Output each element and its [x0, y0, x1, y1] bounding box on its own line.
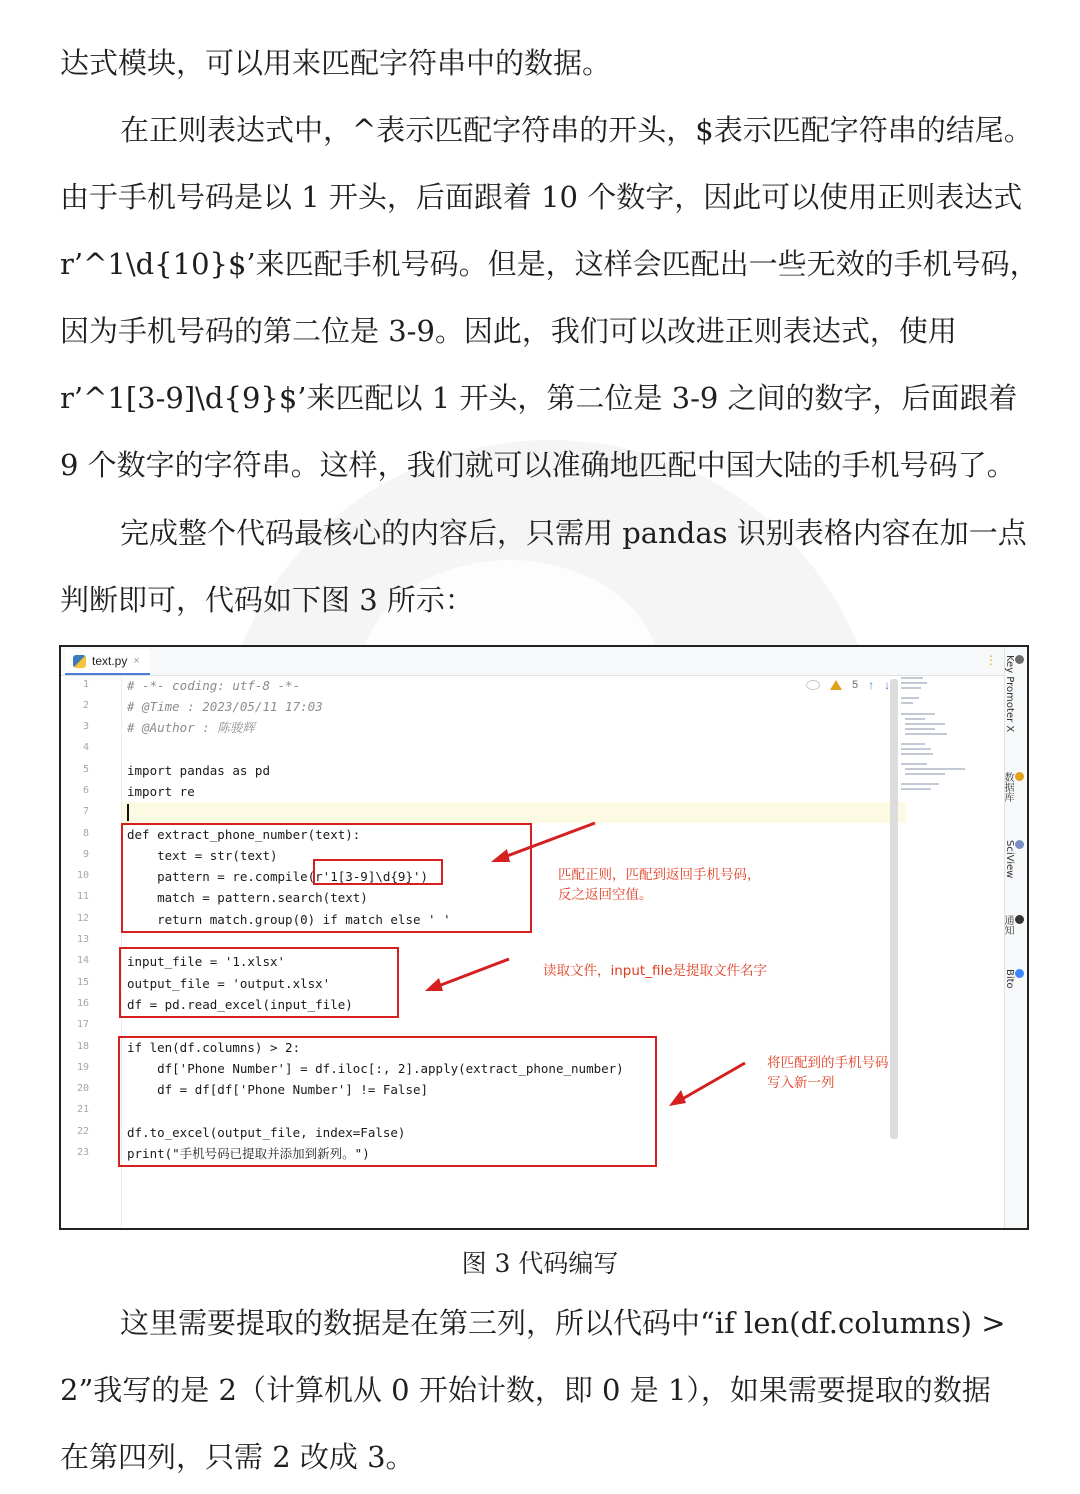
- line-number: 18: [76, 1041, 89, 1052]
- line-number: 17: [76, 1019, 89, 1030]
- highlight-box-apply: [118, 1036, 657, 1167]
- line-number: 1: [82, 679, 89, 690]
- inspection-widget[interactable]: [806, 678, 890, 692]
- line-number: 21: [76, 1104, 89, 1115]
- annotation-regex: [558, 865, 761, 905]
- code-line: input_file = '1.xlsx': [127, 954, 286, 969]
- code-line: text = str(text): [127, 848, 278, 863]
- annotation-line: 反之返回空值。: [558, 887, 653, 903]
- annotation-read-file: [543, 961, 767, 981]
- previous-highlight-icon[interactable]: ↑: [868, 678, 875, 692]
- close-icon[interactable]: ×: [133, 655, 140, 667]
- text-line: 2”我写的是 2（计算机从 0 开始计数，即 0 是 1），如果需要提取的数据: [60, 1373, 991, 1407]
- tab-label: text.py: [92, 654, 128, 668]
- code-line: # -*- coding: utf-8 -*-: [127, 678, 301, 693]
- line-number: 8: [82, 828, 89, 839]
- annotation-line: 匹配正则，匹配到返回手机号码，: [558, 867, 761, 883]
- code-line: print("手机号码已提取并添加到新列。"): [127, 1146, 370, 1161]
- tool-key-promoter[interactable]: [1004, 655, 1024, 733]
- code-line: match = pattern.search(text): [127, 890, 368, 905]
- arrow-icon: [425, 955, 515, 995]
- text-line: 由于手机号码是以 1 开头，后面跟着 10 个数字，因此可以使用正则表达式: [60, 180, 1023, 214]
- code-line: def extract_phone_number(text):: [127, 827, 361, 842]
- figure-caption: 图 3 代码编写: [461, 1249, 619, 1278]
- more-options-icon[interactable]: ⋮: [985, 653, 997, 667]
- line-number: 7: [82, 806, 89, 817]
- bito-icon: [1015, 969, 1024, 978]
- text-line: 9 个数字的字符串。这样，我们就可以准确地匹配中国大陆的手机号码了。: [60, 448, 1016, 482]
- tool-sciview[interactable]: [1004, 840, 1024, 879]
- line-number: 3: [82, 721, 89, 732]
- arrow-icon: [491, 817, 601, 867]
- next-highlight-icon[interactable]: ↓: [884, 678, 891, 692]
- code-line: df = df[df['Phone Number'] != False]: [127, 1082, 429, 1097]
- text-line: r’^1[3-9]\d{9}$’来匹配以 1 开头，第二位是 3-9 之间的数字，后面跟着: [60, 381, 1018, 415]
- highlight-box-read-file: [119, 947, 399, 1018]
- text-line: 这里需要提取的数据是在第三列，所以代码中“if len(df.columns) >: [120, 1306, 1006, 1340]
- code-line: return match.group(0) if match else ' ': [127, 912, 451, 927]
- text-line: 因为手机号码的第二位是 3-9。因此，我们可以改进正则表达式，使用: [60, 314, 957, 348]
- text-line: r’^1\d{10}$’来匹配手机号码。但是，这样会匹配出一些无效的手机号码，: [60, 247, 1039, 281]
- code-minimap[interactable]: [897, 677, 967, 1147]
- line-number: 4: [82, 742, 89, 753]
- line-number: 14: [76, 955, 89, 966]
- code-line: # @Time : 2023/05/11 17:03: [127, 699, 323, 714]
- bell-icon: [1015, 915, 1024, 924]
- paragraph-2: [60, 97, 1039, 499]
- code-line: if len(df.columns) > 2:: [127, 1040, 301, 1055]
- reader-mode-icon[interactable]: [806, 680, 820, 690]
- tool-label: 数据库: [1002, 772, 1013, 802]
- annotation-line: 读取文件，input_file是提取文件名字: [543, 963, 768, 979]
- warning-icon: [830, 680, 842, 690]
- paragraph-4: [60, 1290, 1025, 1491]
- sciview-icon: [1015, 840, 1024, 849]
- paragraph-3: [60, 500, 1025, 634]
- tool-notifications[interactable]: [1002, 915, 1024, 935]
- tool-bito[interactable]: [1004, 969, 1024, 989]
- python-file-icon: [73, 655, 86, 668]
- line-number: 13: [76, 934, 89, 945]
- line-number: 5: [82, 764, 89, 775]
- highlight-box-regex: [313, 859, 443, 885]
- line-number: 10: [76, 870, 89, 881]
- text-line: 达式模块，可以用来匹配字符串中的数据。: [60, 46, 612, 80]
- editor-tab-bar: [61, 647, 1027, 676]
- code-line: df.to_excel(output_file, index=False): [127, 1125, 406, 1140]
- line-number: 6: [82, 785, 89, 796]
- code-line: import pandas as pd: [127, 763, 270, 778]
- database-icon: [1015, 772, 1024, 781]
- line-number: 2: [82, 700, 89, 711]
- line-number: 20: [76, 1083, 89, 1094]
- code-line: df['Phone Number'] = df.iloc[:, 2].apply(extract_phone_number): [127, 1061, 624, 1076]
- line-number: 16: [76, 998, 89, 1009]
- arrow-icon: [669, 1059, 749, 1109]
- text-line: 判断即可，代码如下图 3 所示：: [60, 583, 474, 617]
- tool-label: SciView: [1004, 840, 1015, 879]
- text-line: 完成整个代码最核心的内容后，只需用 pandas 识别表格内容在加一点: [120, 516, 1027, 550]
- paragraph-1: [60, 30, 1025, 97]
- tool-label: Bito: [1004, 969, 1015, 989]
- line-number: 23: [76, 1147, 89, 1158]
- key-promoter-icon: [1015, 655, 1024, 664]
- code-line: # @Author : 陈骏辉: [127, 720, 255, 735]
- tool-label: Key Promoter X: [1004, 655, 1015, 733]
- line-number-gutter: [61, 676, 122, 1228]
- line-number: 12: [76, 913, 89, 924]
- annotation-new-column: [767, 1053, 889, 1093]
- tool-label: 通知: [1002, 915, 1013, 935]
- annotation-line: 写入新一列: [767, 1075, 835, 1091]
- code-line: output_file = 'output.xlsx': [127, 976, 331, 991]
- code-line: pattern = re.compile(r'1[3-9]\d{9}'): [127, 869, 429, 884]
- code-line: import re: [127, 784, 195, 799]
- code-line: df = pd.read_excel(input_file): [127, 997, 353, 1012]
- text-line: 在正则表达式中，^表示匹配字符串的开头，$表示匹配字符串的结尾。: [120, 113, 1033, 147]
- right-tool-window-bar: [1004, 647, 1027, 1228]
- annotation-line: 将匹配到的手机号码: [767, 1055, 889, 1071]
- line-number: 22: [76, 1126, 89, 1137]
- line-number: 15: [76, 977, 89, 988]
- line-number: 11: [76, 891, 89, 902]
- tab-text-py[interactable]: [65, 649, 150, 675]
- line-number: 19: [76, 1062, 89, 1073]
- tool-database[interactable]: [1002, 772, 1024, 802]
- warning-count: 5: [852, 679, 859, 691]
- line-number: 9: [82, 849, 89, 860]
- code-editor-screenshot: [59, 645, 1029, 1230]
- text-line: 在第四列，只需 2 改成 3。: [60, 1440, 415, 1474]
